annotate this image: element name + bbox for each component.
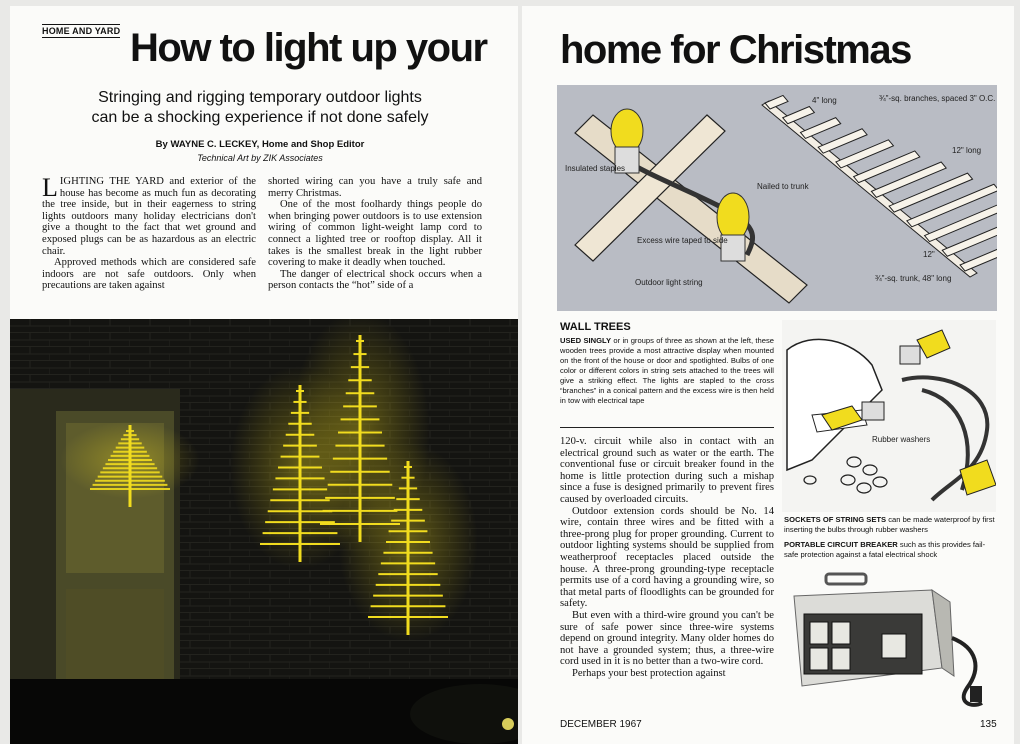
caption-lead: SOCKETS OF STRING SETS bbox=[784, 515, 887, 524]
breaker-caption bbox=[784, 540, 996, 560]
paragraph: The danger of electrical shock occurs when a person contacts the “hot” side of a bbox=[268, 268, 482, 292]
tree-branch bbox=[818, 129, 867, 153]
socket-washers-illustration bbox=[782, 320, 996, 512]
paragraph: 120-v. circuit while also in contact with an electrical ground such as water or the earth. The conventional fuse or circuit breaker found in the home is little protection during such a mishap since a fuse is designed primarily to prevent fires caused by overloaded circuits. bbox=[560, 436, 774, 505]
headline-right: home for Christmas bbox=[560, 28, 911, 72]
tree-branch bbox=[800, 118, 840, 139]
section-tag: HOME AND YARD bbox=[42, 26, 121, 36]
photo-illustration bbox=[10, 319, 518, 744]
label-excess-wire: Excess wire taped to side bbox=[637, 236, 728, 245]
issue-date: DECEMBER 1967 bbox=[560, 719, 642, 730]
divider bbox=[560, 427, 774, 428]
caption-text: or in groups of three as shown at the left, these wooden trees provide a most attractive display when mounted on the front of the house or door and spotlighted. Bulbs of one color or different colors in string sets attached to the trees will give a striking effect. The lights are stapled to the cross “branches” in a conical pattern and the excess wire is then held in tow with electrical tape bbox=[560, 336, 774, 405]
art-credit: Technical Art by ZIK Associates bbox=[197, 153, 323, 163]
caption-text: can be made waterproof by first inserting the bulbs through rubber washers bbox=[784, 515, 995, 534]
socket-drawing bbox=[782, 320, 996, 512]
headline-left: How to light up your bbox=[130, 26, 487, 70]
wall-tree-construction-illustration bbox=[557, 85, 997, 311]
label-12: 12" bbox=[923, 250, 935, 259]
wall-trees-photo bbox=[10, 319, 518, 744]
right-page bbox=[522, 6, 1014, 744]
breaker-drawing bbox=[782, 568, 996, 716]
paragraph: But even with a third-wire ground you can't be sure of safe power since three-wire systems depend on ground integrity. Many older homes do not have a grounded system; thus, a three-wire cord used in it is no better than a two-wire cord. bbox=[560, 609, 774, 668]
label-trunk: ¾"-sq. trunk, 48" long bbox=[875, 274, 952, 283]
label-nailed: Nailed to trunk bbox=[757, 182, 809, 191]
body-column-3 bbox=[560, 436, 774, 679]
left-page bbox=[10, 6, 518, 744]
paragraph bbox=[42, 173, 256, 257]
drop-cap: L bbox=[42, 173, 58, 202]
cross-board-detail bbox=[575, 109, 807, 303]
label-insulated-staples: Insulated staples bbox=[565, 164, 626, 173]
sockets-caption bbox=[784, 515, 996, 535]
label-4-long: 4" long bbox=[812, 96, 837, 105]
paragraph: shorted wiring can you have a truly safe and merry Christmas. bbox=[268, 176, 482, 199]
paragraph: Approved methods which are considered safe indoors are not safe outdoors. Only when precautions are taken against bbox=[42, 257, 256, 292]
lighted-wall-tree bbox=[338, 442, 478, 642]
tree-branch bbox=[783, 107, 815, 124]
wall-trees-heading: WALL TREES bbox=[560, 321, 631, 333]
tree-branch bbox=[907, 184, 997, 227]
subhead-line-2: can be a shocking experience if not done safely bbox=[91, 109, 429, 126]
paragraph: Perhaps your best protection against bbox=[572, 667, 726, 679]
caption-lead: USED SINGLY bbox=[560, 336, 612, 345]
circuit-breaker-photo bbox=[782, 568, 996, 716]
body-column-1 bbox=[42, 173, 256, 292]
subhead-line-1: Stringing and rigging temporary outdoor lights bbox=[98, 89, 422, 106]
subhead bbox=[50, 88, 470, 128]
body-column-2 bbox=[268, 176, 482, 292]
construction-drawing bbox=[557, 85, 997, 311]
caption-text: such as this provides fail-safe protection against a fatal electrical shock bbox=[784, 540, 986, 559]
caption-lead: PORTABLE CIRCUIT BREAKER bbox=[784, 540, 898, 549]
paragraph: Outdoor extension cords should be No. 14 wire, contain three wires and be fitted with a three-prong plug for proper grounding. Current to outdoor lighting systems should be supplied from weatherproof receptacles placed outside the house. A three-prong grounding-type receptacle permits use of a cord having a grounding wire, so that metal parts of floodlights can be grounded for safety. bbox=[560, 505, 774, 610]
paragraph: One of the most foolhardy things people do when bringing power outdoors is to use extension wiring of common light-weight lamp cord to connect a lighted tree or rooftop display. All it takes is the smallest break in the light rubber covering to make it deadly when touched. bbox=[268, 199, 482, 269]
label-outdoor-light-string: Outdoor light string bbox=[635, 278, 703, 287]
label-branches: ¾"-sq. branches, spaced 3" O.C. bbox=[879, 94, 996, 103]
byline: By WAYNE C. LECKEY, Home and Shop Editor bbox=[155, 139, 365, 150]
wall-trees-caption bbox=[560, 336, 774, 406]
label-rubber-washers: Rubber washers bbox=[872, 435, 931, 444]
label-12-long: 12" long bbox=[952, 146, 982, 155]
page-number: 135 bbox=[980, 719, 997, 730]
paragraph-text: IGHTING THE YARD and exterior of the house has become as much fun as decorating the tree inside, but in their eagerness to string lights outdoors many holiday electricians don't give a thought to the fact that wet ground and exposed plugs can be as hazardous as an electric chair. bbox=[42, 176, 256, 257]
